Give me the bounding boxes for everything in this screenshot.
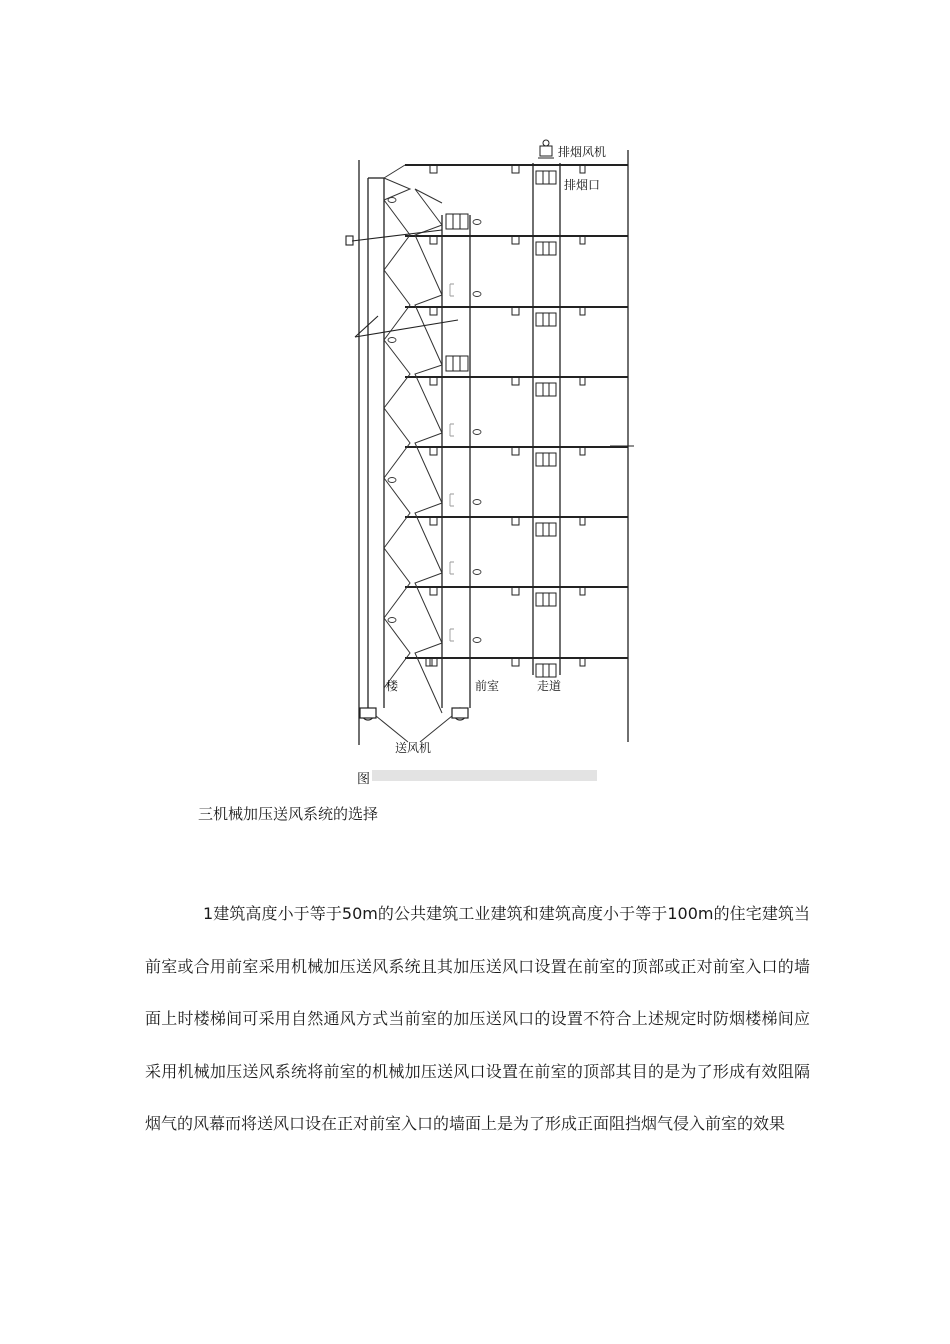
ceiling-notch bbox=[512, 307, 519, 315]
supply-outlet-symbol bbox=[473, 220, 481, 225]
supply-outlet-symbol bbox=[388, 198, 396, 203]
stair-duct-segment bbox=[384, 548, 410, 618]
ceiling-notch bbox=[430, 587, 437, 595]
ceiling-notch bbox=[580, 165, 585, 173]
corridor-damper bbox=[536, 242, 556, 255]
supply-outlet-symbol bbox=[388, 338, 396, 343]
anteroom-damper bbox=[446, 214, 468, 229]
supply-outlet-symbol bbox=[473, 500, 481, 505]
anteroom-duct-segment bbox=[415, 643, 442, 713]
anteroom-duct-segment bbox=[415, 189, 442, 225]
corridor-damper bbox=[536, 523, 556, 536]
anteroom-damper bbox=[446, 356, 468, 371]
anteroom-duct-segment bbox=[415, 503, 442, 573]
stair-duct-segment bbox=[384, 618, 410, 688]
ceiling-notch bbox=[512, 658, 519, 666]
corridor-damper bbox=[536, 593, 556, 606]
ceiling-notch bbox=[580, 587, 585, 595]
stair-duct-segment bbox=[384, 478, 410, 548]
anteroom-duct-segment bbox=[415, 573, 442, 643]
corridor-label: 走道 bbox=[537, 679, 562, 693]
stair-label: 楼 bbox=[386, 679, 399, 693]
section-title: 三机械加压送风系统的选择 bbox=[198, 805, 379, 823]
supply-outlet-symbol bbox=[473, 570, 481, 575]
ceiling-notch bbox=[580, 307, 585, 315]
supply-outlet-symbol bbox=[473, 292, 481, 297]
ceiling-notch bbox=[430, 658, 437, 666]
ceiling-notch bbox=[430, 517, 437, 525]
anteroom-duct-segment bbox=[415, 365, 442, 433]
supply-outlet-symbol bbox=[473, 638, 481, 643]
corridor-damper bbox=[536, 383, 556, 396]
ceiling-notch bbox=[430, 307, 437, 315]
ceiling-notch bbox=[512, 165, 519, 173]
ceiling-notch bbox=[430, 165, 437, 173]
ceiling-notch bbox=[512, 236, 519, 244]
ceiling-notch bbox=[580, 658, 585, 666]
supply-outlet-symbol bbox=[473, 430, 481, 435]
body-paragraph: 1建筑高度小于等于50m的公共建筑工业建筑和建筑高度小于等于100m的住宅建筑当前室或合用前室采用机械加压送风系统且其加压送风口设置在前室的顶部或正对前室入口的墙面上时楼梯间可采用自然通风方式当前室的加压送风口的设置不符合上述规定时防烟楼梯间应采用机械加压送风系统将前室的机械加压送风口设置在前室的顶部其目的是为了形成有效阻隔烟气的风幕而将送风口设在正对前室入口的墙面上是为了形成正面阻挡烟气侵入前室的效果 bbox=[145, 904, 810, 1133]
ceiling-notch bbox=[580, 447, 585, 455]
ceiling-notch bbox=[580, 377, 585, 385]
stair-duct-segment bbox=[384, 408, 410, 478]
stair-duct-segment bbox=[384, 340, 410, 408]
ceiling-notch bbox=[512, 517, 519, 525]
ceiling-notch bbox=[580, 517, 585, 525]
anteroom-duct-segment bbox=[415, 295, 442, 365]
supply-outlet-symbol bbox=[388, 618, 396, 623]
stair-duct-segment bbox=[384, 178, 410, 200]
supply-outlet-symbol bbox=[388, 478, 396, 483]
ceiling-notch bbox=[512, 587, 519, 595]
smoke-outlet-label: 排烟口 bbox=[564, 178, 601, 192]
corridor-damper bbox=[536, 453, 556, 466]
ceiling-notch bbox=[430, 447, 437, 455]
ceiling-notch bbox=[580, 236, 585, 244]
ceiling-notch bbox=[430, 236, 437, 244]
ceiling-notch bbox=[430, 377, 437, 385]
anteroom-duct-segment bbox=[415, 433, 442, 503]
stair-duct-segment bbox=[384, 270, 410, 340]
corridor-damper bbox=[536, 664, 556, 677]
supply-fan-label: 送风机 bbox=[395, 741, 432, 755]
ceiling-notch bbox=[512, 377, 519, 385]
corridor-damper bbox=[536, 313, 556, 326]
exhaust-fan-label: 排烟风机 bbox=[558, 145, 607, 159]
ceiling-notch bbox=[512, 447, 519, 455]
anteroom-label: 前室 bbox=[475, 679, 500, 693]
corridor-damper bbox=[536, 171, 556, 184]
figure-caption: 图 bbox=[357, 772, 371, 787]
